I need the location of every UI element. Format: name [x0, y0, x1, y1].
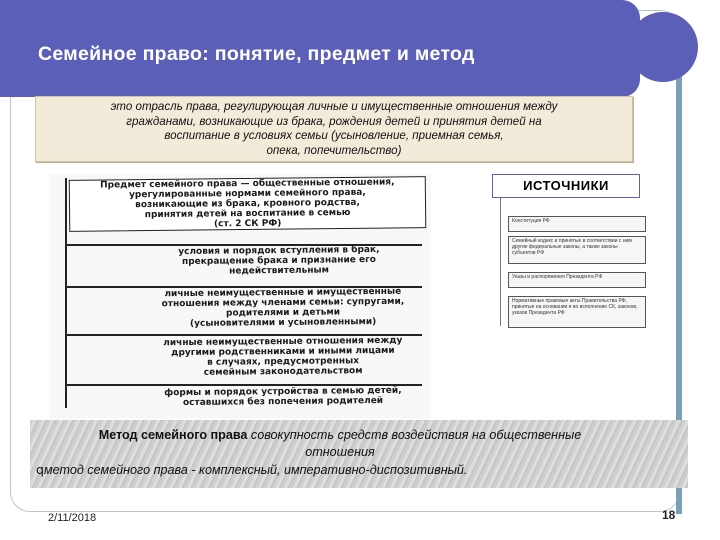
subject-relatives-line-1: личные неимущественные отношения между — [163, 335, 403, 349]
sources-panel — [488, 172, 654, 332]
subject-relatives-line-4: семейным законодательством — [203, 366, 363, 378]
subject-main-line-5: (ст. 2 СК РФ) — [213, 218, 282, 230]
slide-date: 2/11/2018 — [48, 512, 97, 524]
method-line-2: отношения — [305, 445, 375, 459]
source-item: Конституция РФ — [508, 216, 646, 232]
source-item: Указы и распоряжения Президента РФ — [508, 272, 646, 288]
definition-line-2: гражданами, возникающие из брака, рождения детей и принятия детей на — [126, 114, 542, 128]
definition-line-1: это отрасль права, регулирующая личные и имущественные отношения между — [110, 100, 558, 113]
method-definition: совокупность средств воздействия на общественные — [247, 428, 582, 442]
subject-family-line-3: родителями и детьми — [225, 307, 341, 319]
subject-main-line-4: принятия детей на воспитание в семью — [144, 207, 351, 221]
subject-box-other-relatives — [133, 335, 433, 380]
diagram-connector-line — [65, 178, 67, 408]
method-line-3 — [36, 462, 467, 477]
subject-relatives-line-3: в случаях, предусмотренных — [207, 356, 360, 368]
subject-diagram — [49, 174, 431, 419]
definition-box — [35, 96, 633, 162]
subject-family-line-4: (усыновителями и усыновленными) — [189, 317, 377, 329]
subject-box-marriage — [129, 244, 429, 281]
method-characteristic: метод семейного права - комплексный, императивно-диспозитивный. — [44, 463, 468, 477]
slide-page-number: 18 — [662, 508, 676, 522]
definition-line-4: опека, попечительство) — [266, 143, 402, 157]
slide-title: Семейное право: понятие, предмет и метод — [38, 43, 475, 65]
subject-marriage-line-3: недействительным — [229, 265, 330, 277]
sources-connector-line — [500, 198, 501, 326]
subject-children-line-1: формы и порядок устройства в семью детей, — [164, 385, 402, 399]
subject-relatives-line-2: другими родственниками и иными лицами — [171, 345, 395, 359]
source-item: Нормативные правовые акты Правительства РФ, принятые на основании и во исполнение СК, законов, указов Президента РФ — [508, 296, 646, 328]
method-line-1 — [30, 428, 650, 442]
subject-main-line-2: урегулированные нормами семейного права, — [128, 187, 366, 201]
method-term: Метод семейного права — [98, 428, 248, 442]
subject-marriage-line-1: условия и порядок вступления в брак, — [178, 244, 380, 258]
bullet-icon: q — [36, 462, 44, 477]
subject-main-line-3: возникающие из брака, кровного родства, — [135, 197, 360, 211]
subject-box-children-placement — [133, 385, 433, 410]
sources-heading: ИСТОЧНИКИ — [492, 174, 640, 198]
subject-family-line-2: отношения между членами семьи: супругами, — [161, 296, 405, 310]
subject-family-line-1: личные неимущественные и имущественные — [164, 286, 402, 300]
subject-marriage-line-2: прекращение брака и признание его — [181, 254, 377, 268]
source-item: Семейный кодекс и принятые в соответствии с ним другие федеральные законы, а также законы субъектов РФ — [508, 236, 646, 264]
subject-main-line-1: Предмет семейного права — общественные отношения, — [100, 177, 395, 191]
subject-box-main — [69, 176, 427, 232]
definition-line-3: воспитание в условиях семьи (усыновление, приемная семья, — [164, 129, 504, 142]
method-box — [30, 420, 688, 488]
subject-children-line-2: оставшихся без попечения родителей — [182, 395, 384, 409]
subject-box-family-relations — [133, 286, 433, 331]
